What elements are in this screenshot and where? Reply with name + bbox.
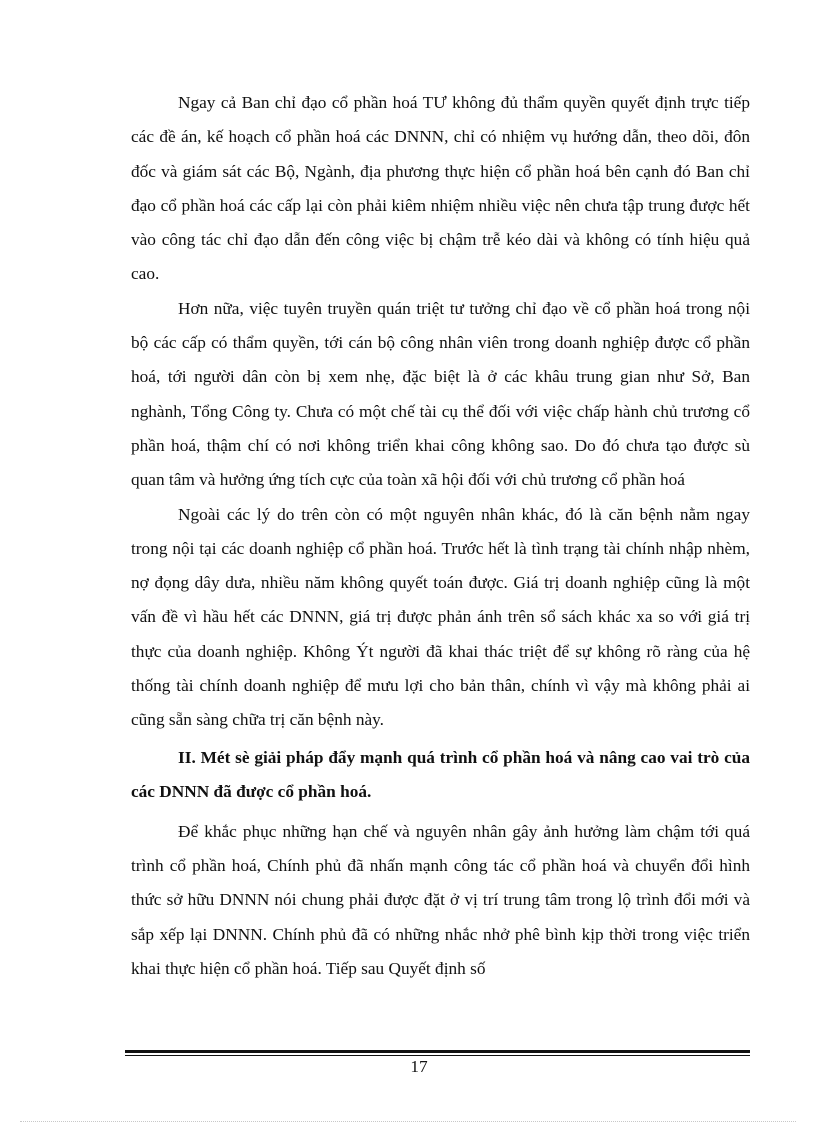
paragraph-3: Ngoài các lý do trên còn có một nguyên nhân khác, đó là căn bệnh nằm ngay trong nội tại các doanh nghiệp cổ phần hoá. Trước hết là tình trạng tài chính nhập nhèm, nợ đọng dây dưa, nhiều năm không quyết toán được. Giá trị doanh nghiệp cũng là một vấn đề vì hầu hết các DNNN, giá trị được phản ánh trên sổ sách khác xa so với giá trị thực của doanh nghiệp. Không Ýt người đã khai thác triệt để sự không rõ ràng của hệ thống tài chính doanh nghiệp để mưu lợi cho bản thân, chính vì vậy mà không phải ai cũng sẵn sàng chữa trị căn bệnh này.: [131, 504, 750, 730]
page-edge-divider: [20, 1121, 796, 1122]
paragraph-2: Hơn nữa, việc tuyên truyền quán triệt tư tưởng chỉ đạo về cổ phần hoá trong nội bộ các cấp có thẩm quyền, tới cán bộ công nhân viên trong doanh nghiệp được cổ phần hoá, tới người dân còn bị xem nhẹ, đặc biệt là ở các khâu trung gian như Sở, Ban nghành, Tổng Công ty. Chưa có một chế tài cụ thể đối với việc chấp hành chủ trương cổ phần hoá, thậm chí có nơi không triển khai công không sao. Do đó chưa tạo được sù quan tâm và hưởng ứng tích cực của toàn xã hội đối với chủ trương cổ phần hoá: [131, 298, 750, 490]
paragraph-4: Để khắc phục những hạn chế và nguyên nhân gây ảnh hưởng làm chậm tới quá trình cổ phần hoá, Chính phủ đã nhấn mạnh công tác cổ phần hoá và chuyển đổi hình thức sở hữu DNNN nói chung phải được đặt ở vị trí trung tâm trong lộ trình đổi mới và sắp xếp lại DNNN. Chính phủ đã có những nhắc nhở phê bình kịp thời trong việc triển khai thực hiện cổ phần hoá. Tiếp sau Quyết định số: [131, 821, 750, 979]
page-number: 17: [410, 1057, 428, 1076]
section-heading: II. Mét sè giải pháp đẩy mạnh quá trình cổ phần hoá và nâng cao vai trò của các DNNN đã được cổ phần hoá.: [131, 747, 750, 802]
paragraph-1: Ngay cả Ban chỉ đạo cổ phần hoá TƯ không đủ thẩm quyền quyết định trực tiếp các đề án, kế hoạch cổ phần hoá các DNNN, chỉ có nhiệm vụ hướng dẫn, theo dõi, đôn đốc và giám sát các Bộ, Ngành, địa phương thực hiện cổ phần hoá bên cạnh đó Ban chỉ đạo cổ phần hoá các cấp lại còn phải kiêm nhiệm nhiều việc nên chưa tập trung được hết vào công tác chỉ đạo dẫn đến công việc bị chậm trễ kéo dài và không có tính hiệu quả cao.: [131, 93, 750, 284]
page-body: [131, 86, 750, 986]
footer-rule-thick: [125, 1050, 750, 1053]
